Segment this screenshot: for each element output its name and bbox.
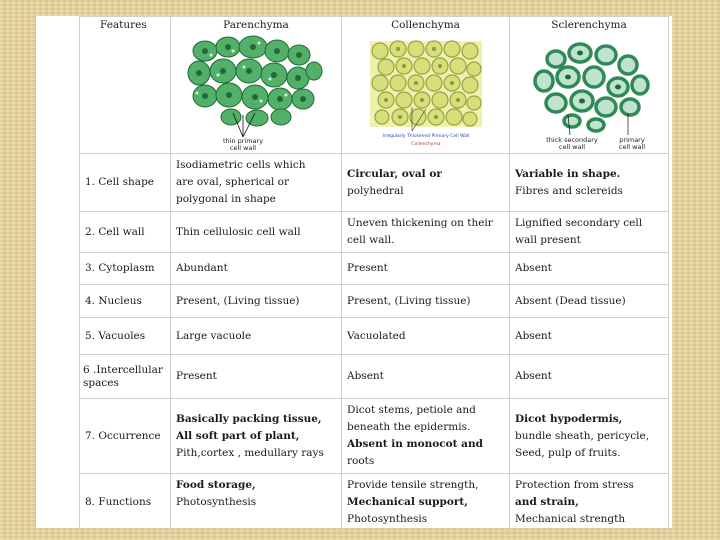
- sclerenchyma-secondary-label-1: thick secondary: [546, 136, 598, 144]
- row-feature: 8. Functions: [80, 474, 171, 532]
- document-sheet: [36, 16, 672, 528]
- row-collenchyma: [342, 212, 510, 253]
- collenchyma-diagram: [342, 33, 509, 153]
- row-collenchyma: [342, 399, 510, 474]
- row-sclerenchyma: [510, 154, 669, 212]
- header-parenchyma: [171, 17, 342, 154]
- row-sclerenchyma: [510, 212, 669, 253]
- row-parenchyma: [171, 474, 342, 532]
- header-sclerenchyma: [510, 17, 669, 154]
- collenchyma-name-label: Collenchyma: [411, 142, 441, 147]
- row-collenchyma: Vacuolated: [342, 318, 510, 355]
- cell-line: Variable in shape.: [515, 167, 621, 180]
- row-collenchyma: Present: [342, 253, 510, 285]
- row-parenchyma: [171, 399, 342, 474]
- table-row: [80, 253, 669, 285]
- sclerenchyma-diagram: [510, 33, 668, 153]
- row-parenchyma: Large vacuole: [171, 318, 342, 355]
- header-collenchyma-label: Collenchyma: [391, 19, 460, 31]
- sclerenchyma-secondary-label-2: cell wall: [558, 143, 586, 151]
- cell-line: Photosynthesis: [347, 513, 428, 525]
- feature-line: 6 .Intercellular: [83, 363, 163, 376]
- cell-line: and strain,: [515, 496, 579, 508]
- parenchyma-wall-label-2: cell wall: [229, 144, 257, 152]
- row-feature: 3. Cytoplasm: [80, 253, 171, 285]
- sclerenchyma-primary-label-2: cell wall: [618, 143, 646, 151]
- row-sclerenchyma: Absent (Dead tissue): [510, 285, 669, 318]
- cell-line: beneath the epidermis.: [347, 421, 471, 433]
- row-feature: 5. Vacuoles: [80, 318, 171, 355]
- feature-line: spaces: [83, 376, 119, 389]
- cell-line: Absent in monocot and: [347, 438, 483, 450]
- parenchyma-wall-label-1: thin primary: [222, 137, 264, 145]
- header-row: [80, 17, 669, 154]
- cell-line: wall present: [515, 234, 581, 246]
- row-collenchyma: Present, (Living tissue): [342, 285, 510, 318]
- cell-line: Protection from stress: [515, 479, 634, 491]
- cell-line: polygonal in shape: [176, 193, 276, 205]
- header-features: [80, 17, 171, 154]
- row-parenchyma: Present: [171, 355, 342, 399]
- cell-line: Lignified secondary cell: [515, 217, 643, 229]
- table-row: [80, 474, 669, 532]
- header-features-label: Features: [100, 19, 147, 31]
- row-sclerenchyma: Absent: [510, 355, 669, 399]
- row-collenchyma: [342, 154, 510, 212]
- row-feature: 2. Cell wall: [80, 212, 171, 253]
- collenchyma-wall-label: Irregularly Thickened Primary Cell Wall: [382, 134, 470, 139]
- cell-line: Uneven thickening on their: [347, 217, 493, 229]
- row-sclerenchyma: Absent: [510, 253, 669, 285]
- cell-line: polyhedral: [347, 184, 404, 197]
- header-collenchyma: [342, 17, 510, 154]
- table-row: [80, 154, 669, 212]
- row-sclerenchyma: [510, 474, 669, 532]
- cell-line: cell wall.: [347, 234, 395, 246]
- row-sclerenchyma: [510, 399, 669, 474]
- header-sclerenchyma-label: Sclerenchyma: [551, 19, 627, 31]
- cell-line: Mechanical strength: [515, 513, 626, 525]
- row-collenchyma: Absent: [342, 355, 510, 399]
- row-parenchyma: [171, 154, 342, 212]
- row-collenchyma: [342, 474, 510, 532]
- row-parenchyma: [171, 212, 342, 253]
- row-parenchyma: Abundant: [171, 253, 342, 285]
- cell-line: roots: [347, 455, 375, 467]
- row-sclerenchyma: Absent: [510, 318, 669, 355]
- header-parenchyma-label: Parenchyma: [223, 19, 289, 31]
- cell-line: Mechanical support,: [347, 496, 468, 508]
- row-feature: [80, 355, 171, 399]
- cell-line: Dicot stems, petiole and: [347, 404, 476, 416]
- row-parenchyma: Present, (Living tissue): [171, 285, 342, 318]
- cell-line: Circular, oval or: [347, 167, 442, 180]
- sclerenchyma-primary-label-1: primary: [619, 136, 645, 144]
- table-row: [80, 212, 669, 253]
- cell-line: Thin cellulosic cell wall: [176, 225, 301, 238]
- cell-line: Basically packing tissue,: [176, 412, 322, 425]
- parenchyma-diagram: [171, 33, 341, 153]
- cell-line: Isodiametric cells which: [176, 159, 306, 171]
- table-row: [80, 355, 669, 399]
- table-row: [80, 399, 669, 474]
- cell-line: Seed, pulp of fruits.: [515, 446, 621, 459]
- cell-line: Dicot hypodermis,: [515, 412, 623, 425]
- cell-line: Photosynthesis: [176, 496, 257, 508]
- cell-line: are oval, spherical or: [176, 176, 290, 188]
- table-row: [80, 318, 669, 355]
- row-feature: 7. Occurrence: [80, 399, 171, 474]
- row-feature: 1. Cell shape: [80, 154, 171, 212]
- comparison-table: [79, 16, 669, 532]
- row-feature: 4. Nucleus: [80, 285, 171, 318]
- cell-line: Provide tensile strength,: [347, 479, 479, 491]
- cell-line: bundle sheath, pericycle,: [515, 429, 650, 442]
- cell-line: Fibres and sclereids: [515, 184, 623, 197]
- cell-line: Food storage,: [176, 479, 256, 491]
- table-row: [80, 285, 669, 318]
- cell-line: All soft part of plant,: [176, 429, 300, 442]
- cell-line: Pith,cortex , medullary rays: [176, 446, 324, 459]
